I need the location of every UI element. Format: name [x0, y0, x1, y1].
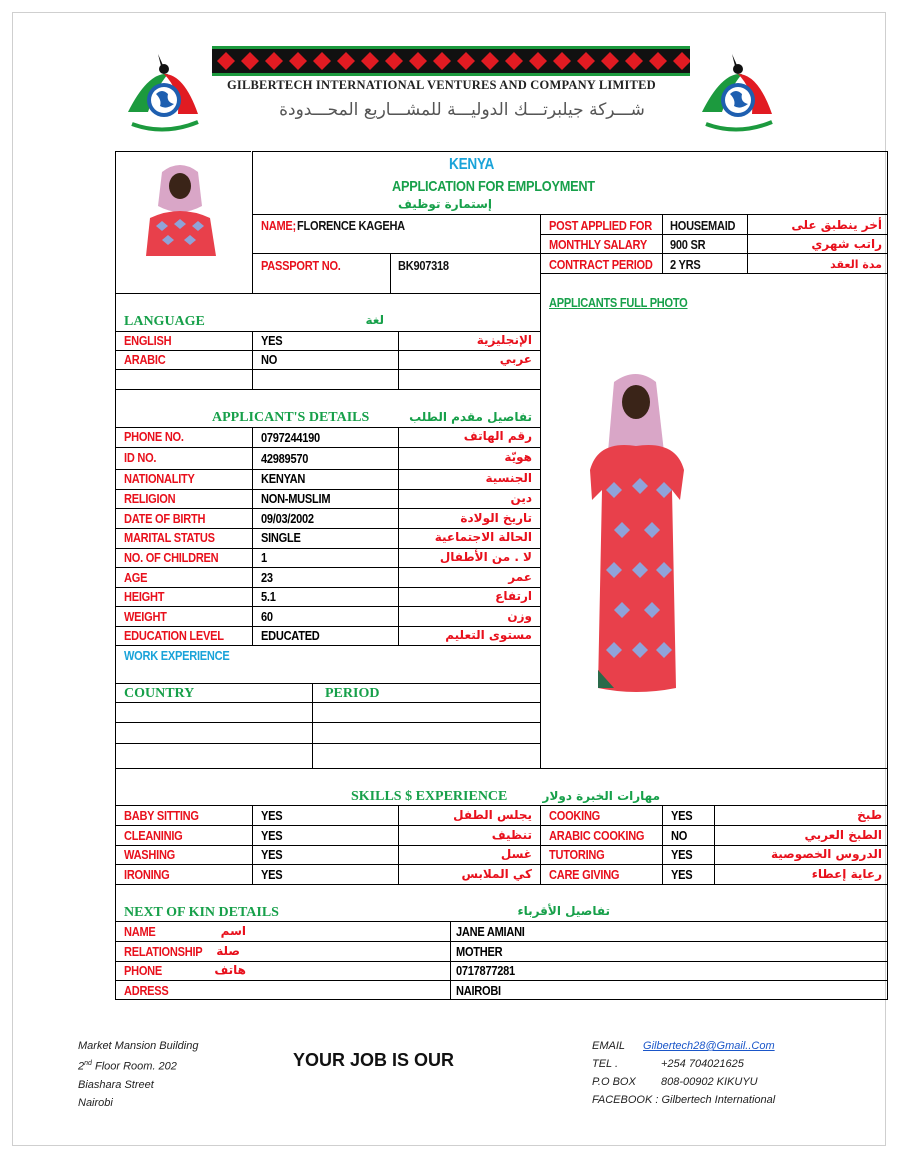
salary-ar: راتب شهري: [811, 237, 882, 251]
detail-ar-0: رقم الهاتف: [463, 429, 532, 443]
name-label: NAME;: [261, 218, 296, 233]
pobox-value: 808-00902 KIKUYU: [661, 1076, 758, 1088]
detail-value-1: 42989570: [261, 451, 309, 466]
details-heading: APPLICANT'S DETAILS: [212, 410, 370, 425]
detail-label-9: WEIGHT: [124, 609, 167, 624]
kin-ar-0: اسم: [220, 924, 246, 938]
skill-left-ar-1: تنظيف: [491, 828, 532, 842]
skill-right-label-2: TUTORING: [549, 847, 605, 862]
detail-ar-2: الجنسية: [485, 471, 532, 485]
detail-label-5: MARITAL STATUS: [124, 530, 215, 545]
header-pattern-band: [212, 46, 690, 76]
detail-label-3: RELIGION: [124, 491, 176, 506]
detail-ar-5: الحالة الاجتماعية: [434, 530, 532, 544]
skill-right-label-0: COOKING: [549, 808, 601, 823]
kin-label-2: PHONE: [124, 963, 163, 978]
salary-label: MONTHLY SALARY: [549, 237, 647, 252]
skill-right-label-3: CARE GIVING: [549, 867, 620, 882]
detail-value-4: 09/03/2002: [261, 511, 314, 526]
detail-ar-4: تاريخ الولادة: [460, 511, 532, 525]
lang-value-1: NO: [261, 352, 278, 367]
skill-left-value-0: YES: [261, 808, 283, 823]
passport-value: BK907318: [398, 258, 449, 273]
detail-label-6: NO. OF CHILDREN: [124, 550, 219, 565]
tel-label: TEL .: [592, 1058, 619, 1070]
post-label: POST APPLIED FOR: [549, 218, 652, 233]
language-heading-ar: لغة: [365, 313, 384, 327]
email-link[interactable]: Gilbertech28@Gmail..Com: [643, 1040, 775, 1052]
skill-right-value-1: NO: [671, 828, 688, 843]
tel-value: +254 704021625: [661, 1058, 744, 1070]
kin-heading-ar: تفاصيل الأقرباء: [517, 904, 610, 918]
lang-ar-0: الإنجليزية: [476, 333, 532, 347]
skill-left-label-3: IRONING: [124, 867, 170, 882]
skills-heading-ar: مهارات الخبرة دولار: [542, 789, 660, 803]
company-name-en: GILBERTECH INTERNATIONAL VENTURES AND COMPANY LIMITED: [227, 78, 656, 92]
kin-label-3: ADRESS: [124, 983, 169, 998]
skill-left-ar-3: كي الملابس: [461, 867, 532, 881]
kin-value-3: NAIROBI: [456, 983, 501, 998]
detail-value-0: 0797244190: [261, 430, 320, 445]
form-title-ar: إستمارة توظيف: [397, 197, 492, 211]
skill-left-value-2: YES: [261, 847, 283, 862]
kin-value-0: JANE AMIANI: [456, 924, 525, 939]
form-title: APPLICATION FOR EMPLOYMENT: [392, 178, 595, 195]
company-logo-left: [118, 52, 208, 138]
contract-value: 2 YRS: [670, 257, 701, 272]
kin-label-1: RELATIONSHIP: [124, 944, 203, 959]
full-photo-label: APPLICANTS FULL PHOTO: [549, 295, 688, 310]
lang-label-0: ENGLISH: [124, 333, 172, 348]
skill-left-label-0: BABY SITTING: [124, 808, 199, 823]
form-country: KENYA: [449, 156, 495, 173]
period-col-header: PERIOD: [325, 686, 380, 701]
detail-ar-7: عمر: [508, 570, 532, 584]
detail-value-7: 23: [261, 570, 273, 585]
details-heading-ar: تفاصيل مقدم الطلب: [409, 410, 532, 424]
detail-label-4: DATE OF BIRTH: [124, 511, 206, 526]
skill-right-value-0: YES: [671, 808, 693, 823]
contract-ar: مدة العقد: [830, 258, 882, 271]
detail-label-1: ID NO.: [124, 450, 157, 465]
post-value: HOUSEMAID: [670, 218, 736, 233]
skill-left-ar-2: غسل: [500, 847, 532, 861]
skill-left-label-2: WASHING: [124, 847, 176, 862]
skill-right-value-2: YES: [671, 847, 693, 862]
facebook-line: FACEBOOK : Gilbertech International: [592, 1094, 776, 1106]
detail-value-3: NON-MUSLIM: [261, 491, 331, 506]
detail-label-7: AGE: [124, 570, 148, 585]
email-label: EMAIL: [592, 1040, 626, 1052]
kin-ar-2: هاتف: [214, 963, 246, 977]
detail-value-9: 60: [261, 609, 273, 624]
footer-address-line-1: Market Mansion Building: [78, 1040, 199, 1052]
footer-contacts: [592, 1037, 775, 1109]
detail-ar-10: مستوى التعليم: [445, 628, 532, 642]
footer-address-line-3: Biashara Street: [78, 1078, 154, 1091]
pobox-label: P.O BOX: [592, 1076, 636, 1088]
kin-ar-1: صلة: [216, 944, 240, 958]
detail-value-2: KENYAN: [261, 471, 306, 486]
lang-value-0: YES: [261, 333, 283, 348]
detail-value-5: SINGLE: [261, 530, 301, 545]
skill-right-label-1: ARABIC COOKING: [549, 828, 645, 843]
skill-right-ar-0: طبخ: [857, 808, 882, 822]
skill-left-value-1: YES: [261, 828, 283, 843]
passport-label: PASSPORT NO.: [261, 258, 341, 273]
detail-label-10: EDUCATION LEVEL: [124, 628, 224, 643]
skill-right-ar-2: الدروس الخصوصية: [770, 847, 882, 861]
skill-right-value-3: YES: [671, 867, 693, 882]
skill-left-ar-0: يجلس الطفل: [453, 808, 532, 822]
detail-label-0: PHONE NO.: [124, 429, 184, 444]
company-name-ar: شـــركة جيلبرتـــك الدوليـــة للمشـــاريع المحـــدودة: [279, 100, 645, 120]
footer-slogan: YOUR JOB IS OUR: [293, 1050, 455, 1070]
skill-left-label-1: CLEANINIG: [124, 828, 183, 843]
kin-label-0: NAME: [124, 924, 156, 939]
detail-ar-3: دين: [510, 491, 532, 505]
country-col-header: COUNTRY: [124, 686, 195, 701]
detail-ar-8: ارتفاع: [495, 589, 532, 603]
applicant-passport-photo: [140, 160, 220, 256]
footer-address-line-4: Nairobi: [78, 1096, 113, 1109]
applicant-full-photo: [584, 370, 688, 694]
detail-ar-9: وزن: [507, 609, 532, 623]
detail-label-8: HEIGHT: [124, 589, 165, 604]
salary-value: 900 SR: [670, 237, 706, 252]
post-ar: أخر ينطبق على: [791, 218, 882, 232]
skill-right-ar-3: رعاية إعطاء: [811, 867, 882, 881]
lang-label-1: ARABIC: [124, 352, 166, 367]
language-heading: LANGUAGE: [124, 314, 205, 329]
skills-heading: SKILLS $ EXPERIENCE: [351, 789, 508, 804]
kin-value-2: 0717877281: [456, 963, 515, 978]
detail-ar-1: هويّة: [504, 450, 532, 464]
lang-ar-1: عربي: [499, 352, 532, 366]
detail-value-8: 5.1: [261, 589, 276, 604]
company-logo-right: [692, 52, 782, 138]
footer-address-line-2: 2nd Floor Room. 202: [78, 1060, 177, 1073]
name-value: FLORENCE KAGEHA: [297, 218, 405, 233]
skill-left-value-3: YES: [261, 867, 283, 882]
skill-right-ar-1: الطبخ العربي: [804, 828, 882, 842]
detail-ar-6: لا . من الأطفال: [439, 550, 532, 564]
detail-label-2: NATIONALITY: [124, 471, 195, 486]
footer-address: [78, 1037, 198, 1112]
work-experience-label: WORK EXPERIENCE: [124, 648, 230, 663]
detail-value-6: 1: [261, 550, 267, 565]
detail-value-10: EDUCATED: [261, 628, 320, 643]
kin-heading: NEXT OF KIN DETAILS: [124, 905, 279, 920]
contract-label: CONTRACT PERIOD: [549, 257, 653, 272]
kin-value-1: MOTHER: [456, 944, 503, 959]
